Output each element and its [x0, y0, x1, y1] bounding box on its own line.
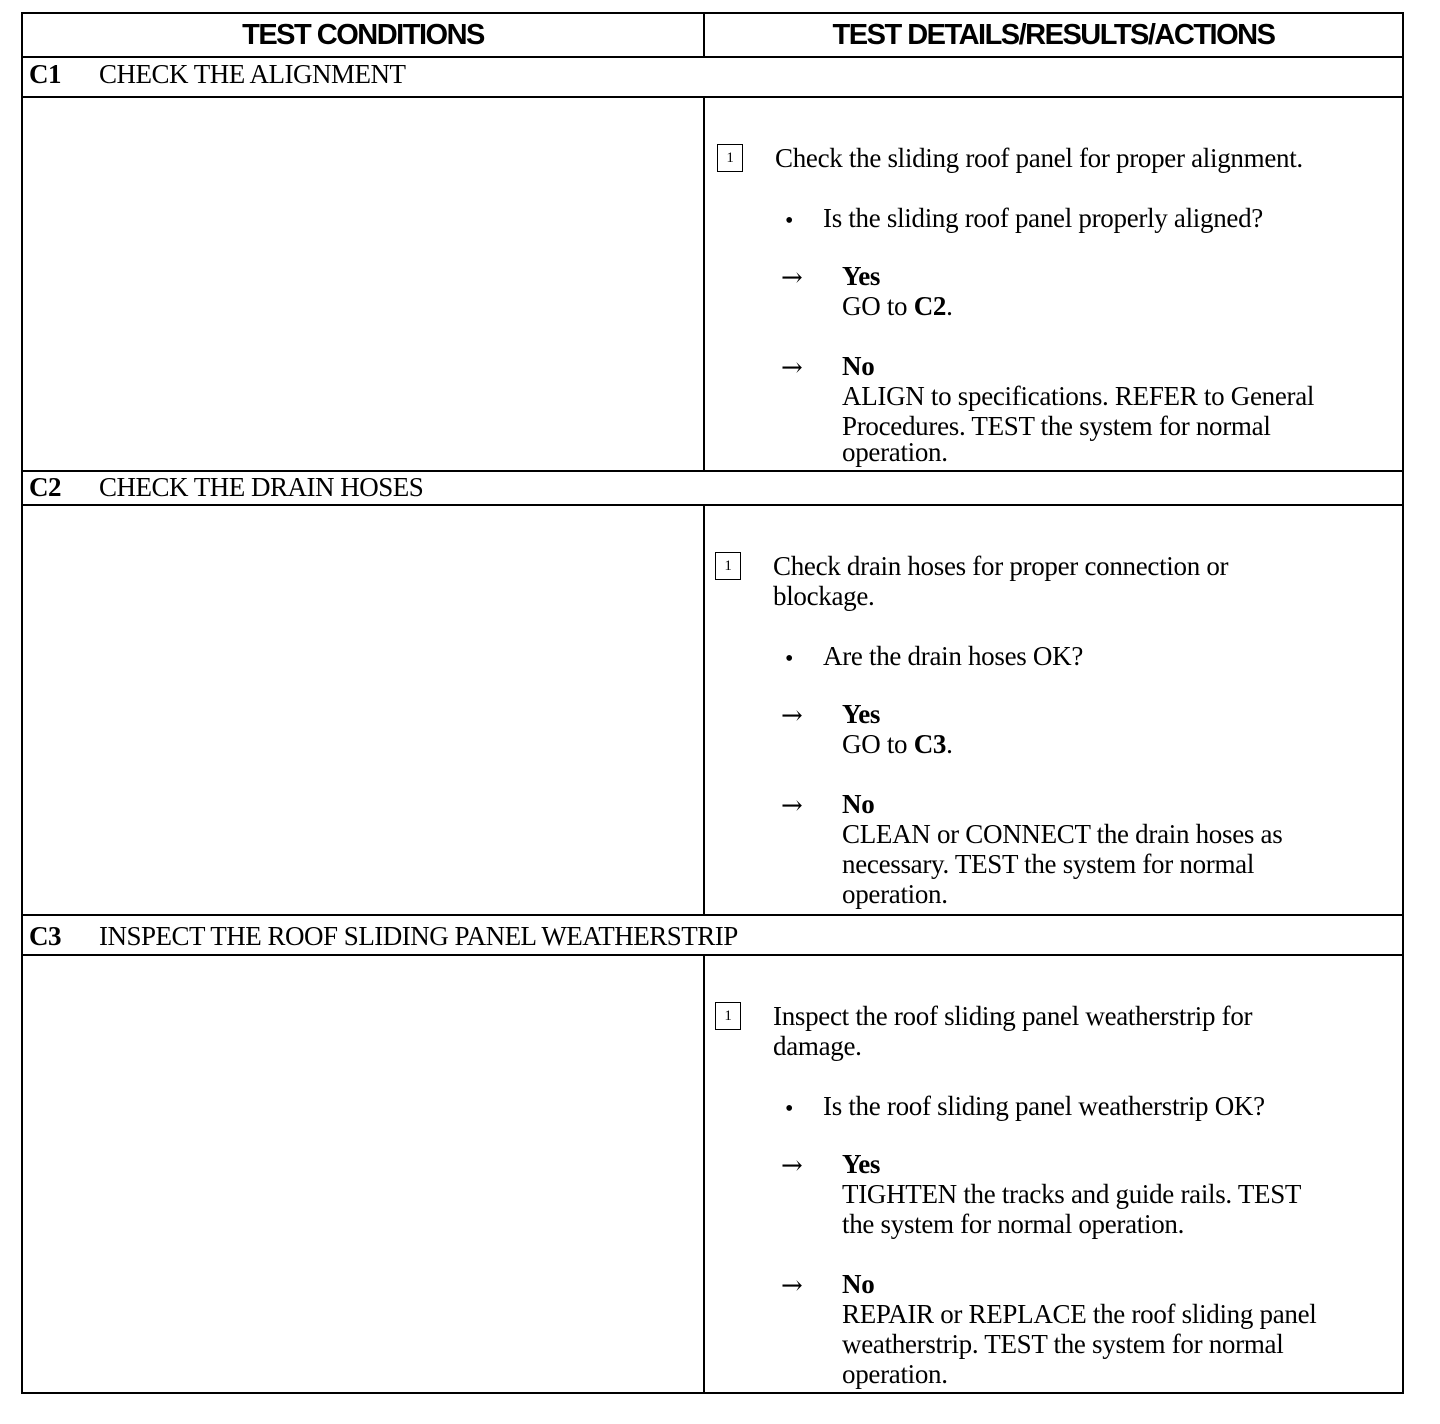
step-c1-title-row — [23, 56, 1402, 98]
bullet-icon: • — [785, 646, 794, 672]
step-c2-title-row — [23, 472, 1402, 506]
arrow-right-icon: → — [781, 353, 803, 383]
header-test-conditions: TEST CONDITIONS — [23, 14, 705, 56]
table-header-row — [23, 14, 1402, 58]
test-conditions-cell — [23, 506, 705, 914]
yes-action-prefix: GO to — [842, 729, 914, 759]
no-action-line: operation. — [842, 1359, 948, 1389]
instruction-text-line: Check drain hoses for proper connection or — [773, 551, 1229, 581]
instruction-text-line: Inspect the roof sliding panel weatherstrip for — [773, 1001, 1253, 1031]
test-details-cell — [705, 98, 1402, 470]
instruction-text: Check the sliding roof panel for proper alignment. — [775, 143, 1303, 173]
step-c1-body — [23, 98, 1402, 472]
step-c2-body — [23, 506, 1402, 916]
instruction-text-line: blockage. — [773, 581, 875, 611]
no-action-line: CLEAN or CONNECT the drain hoses as — [842, 819, 1283, 849]
yes-answer — [842, 1149, 1402, 1239]
step-c3-title-row — [23, 916, 1402, 956]
yes-label: Yes — [842, 261, 881, 291]
yes-action-suffix: . — [946, 729, 953, 759]
arrow-right-icon: → — [781, 701, 803, 731]
question-text: Is the sliding roof panel properly aligned? — [823, 203, 1263, 233]
arrow-right-icon: → — [781, 1151, 803, 1181]
yes-answer — [842, 699, 1402, 759]
no-action-line: REPAIR or REPLACE the roof sliding panel — [842, 1299, 1317, 1329]
yes-label: Yes — [842, 1149, 881, 1179]
test-conditions-cell — [23, 956, 705, 1392]
step-title: CHECK THE ALIGNMENT — [99, 59, 406, 89]
question-text: Are the drain hoses OK? — [823, 641, 1084, 671]
yes-action-line: the system for normal operation. — [842, 1209, 1185, 1239]
goto-step-ref: C3 — [913, 729, 947, 759]
no-label: No — [842, 351, 875, 381]
question-text: Is the roof sliding panel weatherstrip OK? — [823, 1091, 1265, 1121]
no-answer — [842, 351, 1402, 467]
yes-action-suffix: . — [946, 291, 953, 321]
no-action-line: Procedures. TEST the system for normal — [842, 411, 1271, 441]
yes-answer — [842, 261, 1402, 321]
arrow-right-icon: → — [781, 1271, 803, 1301]
instruction-text-line: damage. — [773, 1031, 862, 1061]
header-test-details: TEST DETAILS/RESULTS/ACTIONS — [832, 19, 1275, 51]
no-answer — [842, 789, 1402, 909]
bullet-icon: • — [785, 208, 794, 234]
no-action-line: ALIGN to specifications. REFER to General — [842, 381, 1315, 411]
bullet-icon: • — [785, 1096, 794, 1122]
arrow-right-icon: → — [781, 791, 803, 821]
diagnostic-table — [21, 12, 1404, 1394]
step-code: C3 — [29, 921, 61, 951]
step-title: CHECK THE DRAIN HOSES — [99, 472, 424, 502]
test-conditions-cell — [23, 98, 705, 470]
substep-number-box: 1 — [715, 1002, 741, 1030]
no-label: No — [842, 1269, 875, 1299]
goto-step-ref: C2 — [913, 291, 947, 321]
substep-number-box: 1 — [715, 552, 741, 580]
step-code: C1 — [29, 59, 61, 89]
arrow-right-icon: → — [781, 263, 803, 293]
no-label: No — [842, 789, 875, 819]
no-action-line: operation. — [842, 437, 948, 467]
yes-label: Yes — [842, 699, 881, 729]
no-action-line: operation. — [842, 879, 948, 909]
yes-action-prefix: GO to — [842, 291, 914, 321]
test-details-cell — [705, 506, 1402, 914]
step-title: INSPECT THE ROOF SLIDING PANEL WEATHERSTRIP — [99, 921, 738, 951]
no-answer — [842, 1269, 1402, 1389]
substep-number-box: 1 — [717, 144, 743, 172]
no-action-line: necessary. TEST the system for normal — [842, 849, 1255, 879]
test-details-cell — [705, 956, 1402, 1392]
step-code: C2 — [29, 472, 61, 502]
no-action-line: weatherstrip. TEST the system for normal — [842, 1329, 1284, 1359]
yes-action-line: TIGHTEN the tracks and guide rails. TEST — [842, 1179, 1302, 1209]
step-c3-body — [23, 956, 1402, 1392]
